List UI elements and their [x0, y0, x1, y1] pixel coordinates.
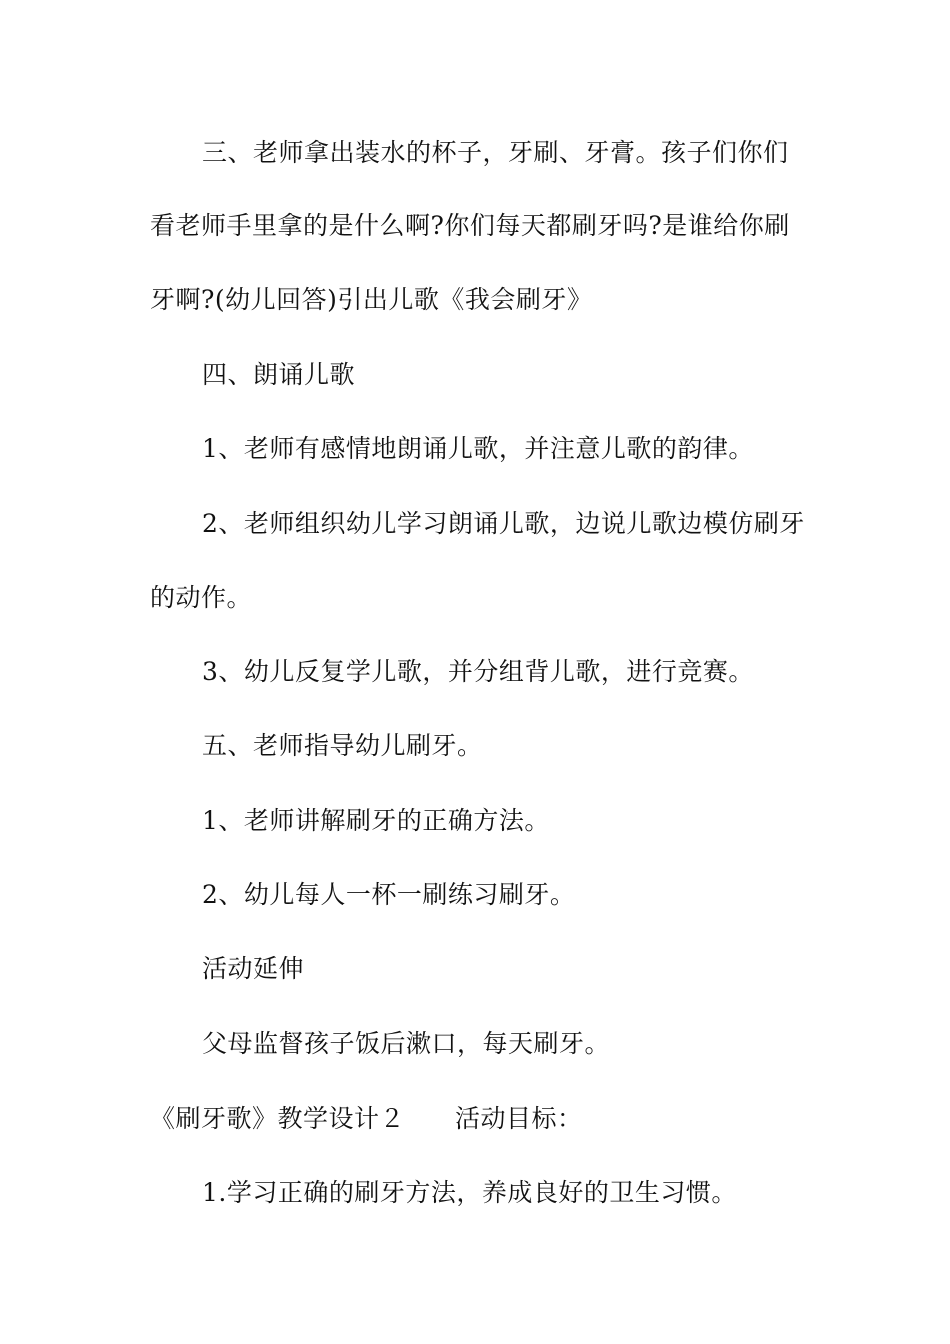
section-heading: 五、老师指导幼儿刷牙。 [202, 731, 483, 760]
paragraph-line: 看老师手里拿的是什么啊?你们每天都刷牙吗?是谁给你刷 [150, 211, 790, 240]
paragraph-line: 父母监督孩子饭后漱口，每天刷牙。 [202, 1029, 611, 1058]
paragraph-line: 1、老师讲解刷牙的正确方法。 [202, 806, 550, 835]
paragraph-line: 三、老师拿出装水的杯子，牙刷、牙膏。孩子们你们 [202, 138, 789, 167]
document-title-line [150, 1104, 583, 1134]
paragraph-line: 的动作。 [150, 583, 253, 612]
objectives-heading: 活动目标： [455, 1104, 583, 1133]
paragraph-line: 2、老师组织幼儿学习朗诵儿歌，边说儿歌边模仿刷牙 [202, 509, 805, 538]
section-heading: 活动延伸 [202, 954, 305, 983]
paragraph-line: 牙啊?(幼儿回答)引出儿歌《我会刷牙》 [150, 285, 593, 314]
paragraph-line: 1、老师有感情地朗诵儿歌，并注意儿歌的韵律。 [202, 434, 754, 463]
paragraph-line: 1.学习正确的刷牙方法，养成良好的卫生习惯。 [202, 1178, 737, 1207]
document-title: 《刷牙歌》教学设计２ [150, 1104, 406, 1133]
section-heading: 四、朗诵儿歌 [202, 360, 356, 389]
paragraph-line: 3、幼儿反复学儿歌，并分组背儿歌，进行竞赛。 [202, 657, 754, 686]
paragraph-line: 2、幼儿每人一杯一刷练习刷牙。 [202, 880, 576, 909]
